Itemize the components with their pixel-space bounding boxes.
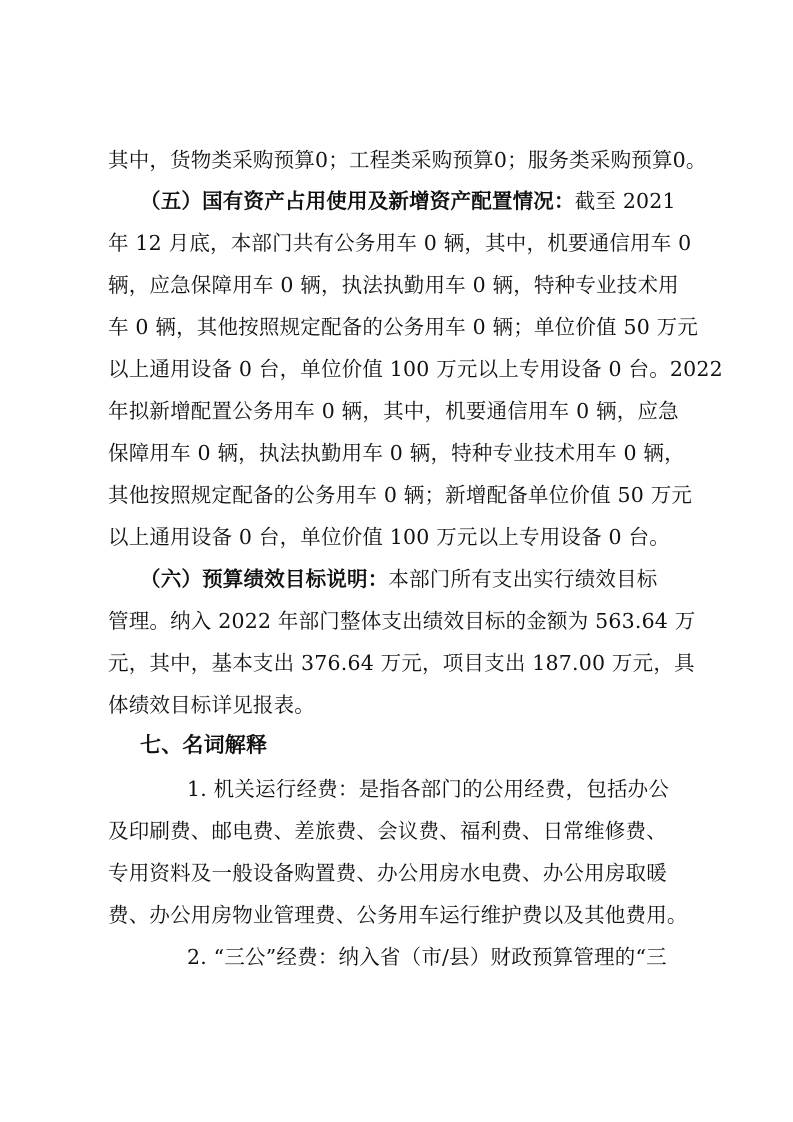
paragraph-line: 元，其中，基本支出 376.64 万元，项目支出 187.00 万元，具 — [108, 651, 695, 675]
paragraph-line: 1. 机关运行经费：是指各部门的公用经费，包括办公 — [187, 777, 670, 801]
section-6-line — [140, 564, 730, 594]
paragraph-line: 车 0 辆，其他按照规定配备的公务用车 0 辆；单位价值 50 万元 — [108, 315, 699, 339]
paragraph-line: 专用资料及一般设备购置费、办公用房水电费、办公用房取暖 — [108, 861, 667, 885]
paragraph-line: 年拟新增配置公务用车 0 辆，其中，机要通信用车 0 辆，应急 — [108, 399, 679, 423]
paragraph-line: 以上通用设备 0 台，单位价值 100 万元以上专用设备 0 台。 — [108, 525, 670, 549]
section-5-heading: （五）国有资产占用使用及新增资产配置情况： — [140, 189, 575, 213]
paragraph-line: 管理。纳入 2022 年部门整体支出绩效目标的金额为 563.64 万 — [108, 609, 696, 633]
section-7-heading: 七、名词解释 — [140, 733, 268, 757]
section-6-text: 本部门所有支出实行绩效目标 — [388, 567, 658, 591]
section-5-line — [140, 186, 730, 216]
paragraph-line: 2. “三公”经费：纳入省（市/县）财政预算管理的“三 — [187, 945, 667, 969]
paragraph-line: 其他按照规定配备的公务用车 0 辆；新增配备单位价值 50 万元 — [108, 483, 693, 507]
paragraph-line: 年 12 月底，本部门共有公务用车 0 辆，其中，机要通信用车 0 — [108, 231, 692, 255]
paragraph-line: 体绩效目标详见报表。 — [108, 693, 315, 717]
paragraph-line: 保障用车 0 辆，执法执勤用车 0 辆，特种专业技术用车 0 辆， — [108, 441, 685, 465]
paragraph-line: 以上通用设备 0 台，单位价值 100 万元以上专用设备 0 台。2022 — [108, 357, 723, 381]
paragraph-line: 及印刷费、邮电费、差旅费、会议费、福利费、日常维修费、 — [108, 819, 667, 843]
paragraph-line: 其中，货物类采购预算0；工程类采购预算0；服务类采购预算0。 — [108, 148, 707, 172]
section-5-text: 截至 2021 — [574, 189, 676, 213]
paragraph-line: 辆，应急保障用车 0 辆，执法执勤用车 0 辆，特种专业技术用 — [108, 273, 679, 297]
section-6-heading: （六）预算绩效目标说明： — [140, 567, 389, 591]
paragraph-line: 费、办公用房物业管理费、公务用车运行维护费以及其他费用。 — [108, 903, 688, 927]
